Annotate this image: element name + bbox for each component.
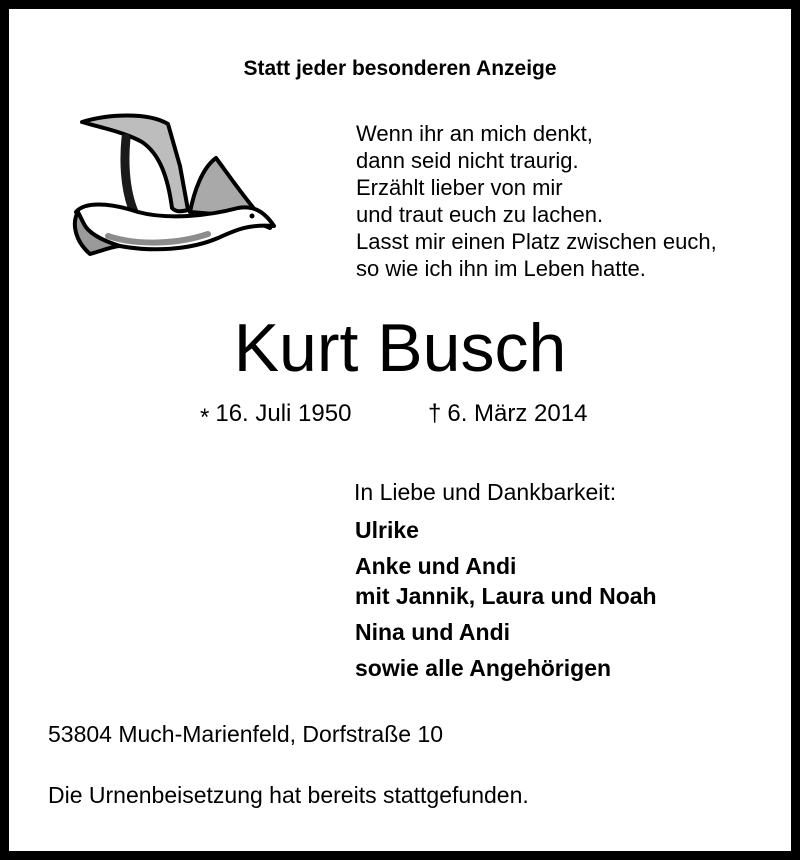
- birth-date-text: 16. Juli 1950: [215, 400, 352, 427]
- family-member: mit Jannik, Laura und Noah: [355, 583, 657, 609]
- address: 53804 Much-Marienfeld, Dorfstraße 10: [48, 721, 444, 747]
- burial-note: Die Urnenbeisetzung hat bereits stattgefunden.: [48, 782, 529, 808]
- poem-line: Erzählt lieber von mir: [356, 175, 563, 200]
- birth-date: [200, 400, 352, 431]
- dove-icon: [68, 108, 283, 260]
- family-member: sowie alle Angehörigen: [355, 655, 612, 681]
- poem-line: Wenn ihr an mich denkt,: [356, 121, 593, 146]
- poem-line: und traut euch zu lachen.: [356, 202, 604, 227]
- poem-line: dann seid nicht traurig.: [356, 148, 579, 173]
- death-date-text: 6. März 2014: [447, 400, 588, 427]
- poem-line: Lasst mir einen Platz zwischen euch,: [356, 229, 717, 254]
- death-date: [428, 400, 587, 428]
- header-text: Statt jeder besonderen Anzeige: [243, 57, 557, 80]
- thanks-line: In Liebe und Dankbarkeit:: [354, 479, 617, 505]
- birth-symbol: *: [200, 404, 210, 431]
- family-member: Nina und Andi: [355, 619, 511, 645]
- death-symbol: †: [428, 400, 442, 427]
- deceased-name: Kurt Busch: [233, 310, 567, 386]
- family-member: Ulrike: [355, 517, 419, 543]
- poem: [356, 120, 717, 282]
- family-member: Anke und Andi: [355, 553, 517, 579]
- poem-line: so wie ich ihn im Leben hatte.: [356, 256, 646, 281]
